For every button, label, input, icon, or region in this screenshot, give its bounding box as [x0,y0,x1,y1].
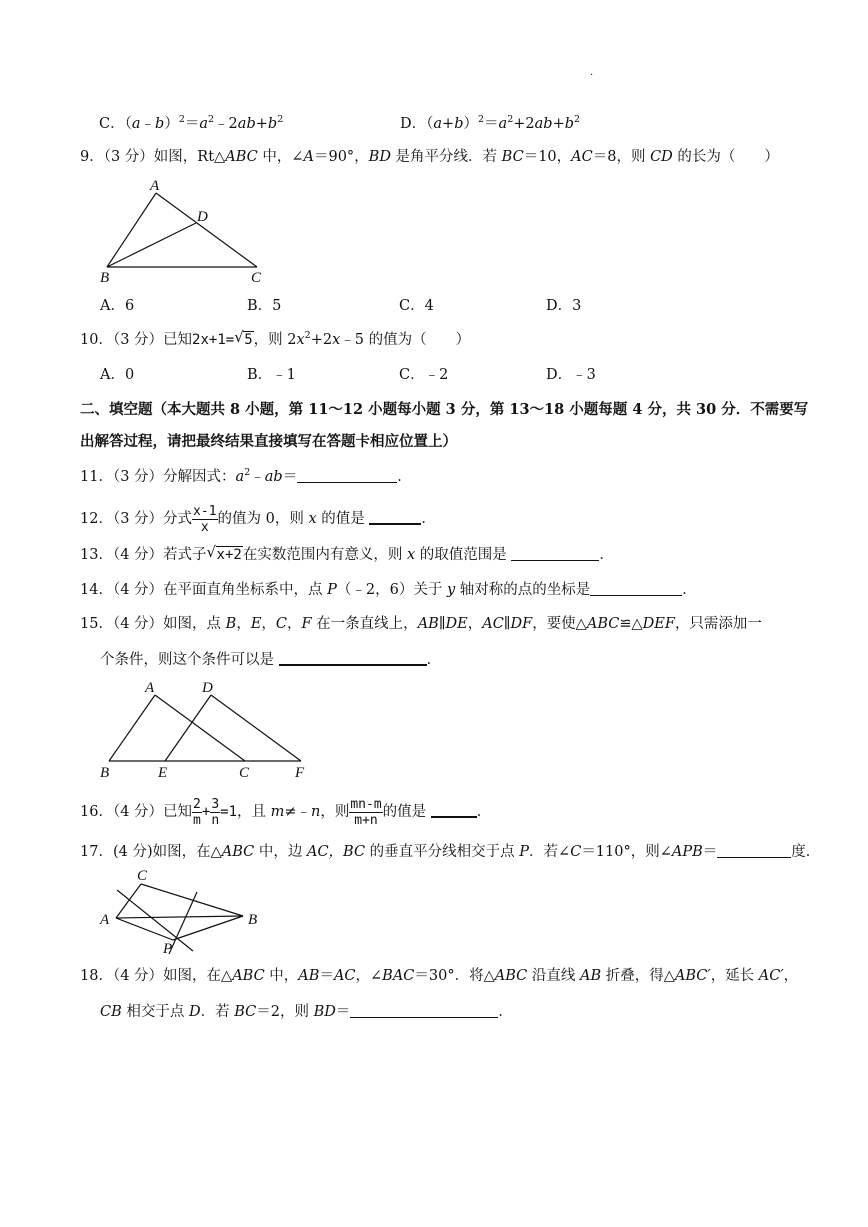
denominator: x [200,519,209,535]
text: 的值为 0，则 [217,511,309,527]
answer-blank[interactable] [511,546,599,561]
q17-stem [80,843,820,861]
fraction [349,797,382,828]
exponent: 2 [574,114,581,125]
var: DEF [642,616,675,632]
text: ．若 [200,1004,235,1020]
text: 是角平分线．若 [390,149,502,165]
label-a: A [150,178,160,194]
answer-blank[interactable] [350,1003,498,1018]
text: ﹣5 的值为（ ） [340,332,471,348]
label-e: E [158,765,168,781]
plus-two: +2 [513,116,535,132]
perpendicular-bisector-bc [169,892,197,954]
exponent: 2 [244,467,251,478]
var: P [519,844,530,860]
section2-heading-line2: 出解答过程，请把最终结果直接填写在答题卡相应位置上） [80,433,457,450]
text: 13．（4 分）若式子 [80,547,207,563]
var: E [250,616,262,632]
q11-stem [80,468,412,486]
var: B [225,616,237,632]
text: ． [498,1004,513,1020]
q8-c-prefix: C．（ [99,116,132,132]
var-b: b [454,116,464,132]
text: 15．（4 分）如图，点 [80,616,226,632]
text: ≠﹣ [284,804,312,820]
label-c: C [137,868,148,884]
text: 的垂直平分线相交于点 [365,844,520,860]
label-b: B [248,912,258,928]
text: 14．（4 分）在平面直角坐标系中，点 [80,582,328,598]
var: AB [579,968,602,984]
text: ＝ [282,469,298,485]
var: AC，BC [306,844,366,860]
var: BD [313,1004,336,1020]
text: +2 [310,332,333,348]
label-a: A [100,912,110,928]
var: x [406,547,416,563]
var: n [311,804,321,820]
q8-option-d[interactable] [400,115,580,133]
var: AC∥DF [482,616,533,632]
segment-ab [109,695,155,761]
answer-blank[interactable] [717,843,791,858]
label-b: B [100,765,110,781]
plus: + [552,116,565,132]
text: ． [476,804,492,820]
text: ， [287,616,302,632]
segment-ac [116,884,141,918]
radicand: 5 [244,332,253,348]
q13-stem [80,543,614,564]
var: ABC [586,616,620,632]
text: ＝2，则 [256,1004,314,1020]
text: ，则 [320,804,350,820]
q18-stem-line2 [100,1003,513,1021]
var: AB [298,968,320,984]
text: 度． [791,844,821,860]
q10-option-a[interactable]: A．0 [100,367,135,383]
exponent: 2 [277,114,284,125]
minus-two: ﹣2 [214,116,238,132]
text: ．若∠ [529,844,571,860]
segment-ed [165,695,211,761]
segment-df [211,695,301,761]
var: APB [671,844,703,860]
q15-stem-line2 [100,650,441,669]
text: 相交于点 [121,1004,189,1020]
q8-option-c[interactable] [99,115,283,133]
paren-close: ） [164,116,179,132]
exponent: 2 [208,114,215,125]
text: ． [682,582,697,598]
denominator: n [211,812,220,828]
equals: ＝ [484,116,499,132]
text: ，则 2 [253,332,297,348]
exponent: 2 [507,114,514,125]
var: F [301,616,312,632]
text: 9．（3 分）如图，Rt△ [80,149,226,165]
q10-option-c[interactable]: C．﹣2 [399,367,449,383]
answer-blank[interactable] [369,509,421,525]
q9-option-d[interactable]: D．3 [546,298,582,314]
q15-stem-line1 [80,615,762,633]
var: C [275,616,288,632]
text: 的值是 [316,511,370,527]
var-b: b [155,116,165,132]
text: ， [236,616,251,632]
text: 18．（4 分）如图，在△ [80,968,233,984]
var-a: a [498,116,508,132]
text: （﹣2，6）关于 [336,582,447,598]
fraction [210,797,220,828]
text: ＝ [335,1004,351,1020]
text: ＝110°，则∠ [581,844,672,860]
var: AC [571,149,593,165]
var: x [308,511,317,527]
text: ﹣ [250,469,265,485]
var-b: b [267,116,278,132]
var: BAC [382,968,415,984]
var-ab: ab [237,116,256,132]
numerator: x-1 [193,503,217,519]
text: 中，边 [254,844,307,860]
var: ab [264,469,283,485]
text: ＝ [702,844,718,860]
answer-blank[interactable] [297,468,397,483]
text: 11．（3 分）分解因式： [80,469,236,485]
text: ＝ [319,968,334,984]
q10-option-b[interactable]: B．﹣1 [247,367,296,383]
q16-stem [80,793,491,831]
text: 个条件，则这个条件可以是 [100,652,279,668]
minus: ﹣ [140,116,156,132]
text: ． [599,547,614,563]
var: P [327,582,337,598]
label-p: P [163,941,173,957]
text: ，只需添加一 [674,616,762,632]
text: 轴对称的点的坐标是 [455,582,591,598]
text: 折叠，得△ [601,968,675,984]
text: ，且 [237,804,271,820]
numerator: 2 [193,796,201,812]
q9-option-a[interactable]: A．6 [100,298,135,314]
denominator: m+n [354,812,378,828]
text: 沿直线 [527,968,580,984]
numerator: 3 [211,796,220,812]
section2-heading-line1: 二、填空题（本大题共 8 小题，第 11～12 小题每小题 3 分，第 13～18 小题每题 4 分，共 30 分．不需要写 [80,401,809,418]
label-d: D [202,680,213,696]
q9-option-c[interactable]: C．4 [399,298,434,314]
text: ≌△ [619,616,643,632]
text: ，延长 [710,968,759,984]
exponent: 2 [478,114,485,125]
label-b: B [100,270,110,286]
text: ， [783,968,799,984]
radicand: x+2 [216,547,242,563]
var-a: a [433,116,443,132]
answer-blank[interactable] [431,802,477,818]
var: ABC [225,149,258,165]
var: m [270,804,285,820]
label-a: A [145,680,155,696]
var: x [296,332,305,348]
text: ，∠ [355,968,383,984]
text: 在一条直线上， [311,616,418,632]
var: ABC [494,968,528,984]
var: AB∥DE [417,616,468,632]
numerator: mn-m [350,796,382,812]
text: 17．(4 分)如图，在△ [80,844,222,860]
q9-stem [80,148,779,166]
text: ． [421,511,436,527]
equals: ＝ [184,116,200,132]
segment-cb [141,884,243,916]
text: 中，∠ [257,149,304,165]
text: ＝10， [523,149,572,165]
segment-ap [116,918,173,940]
answer-blank[interactable] [590,581,682,596]
q17-figure [95,864,270,959]
segment-bd [107,223,196,267]
plus: + [201,804,211,820]
text: 10．（3 分）已知 [80,332,193,348]
text: ． [426,652,442,668]
segment-ac [155,695,245,761]
paren-close: ） [463,116,478,132]
q9-figure [95,175,275,287]
var: CB [100,1004,122,1020]
text: ， [467,616,483,632]
text: ＝30°．将△ [414,968,495,984]
q18-stem-line1 [80,967,798,985]
q9-option-b[interactable]: B．5 [247,298,282,314]
q15-figure [95,677,315,782]
exponent: 2 [178,114,185,125]
perpendicular-bisector-ac [117,890,193,951]
text: 的长为（ ） [672,149,779,165]
var: ABC [221,844,255,860]
text: 中， [264,968,299,984]
text: 16．（4 分）已知 [80,804,193,820]
text: ， [261,616,276,632]
label-c: C [251,270,262,286]
var: BC [234,1004,257,1020]
var: BC [501,149,524,165]
text: 在实数范围内有意义，则 [242,547,407,563]
var: BD [368,149,391,165]
var: D [188,1004,201,1020]
sqrt-expression: √ 5 [234,328,253,348]
var-a: a [131,116,141,132]
denominator: m [193,812,201,828]
q12-stem [80,502,436,536]
var: AC′ [758,968,784,984]
var: a [235,469,245,485]
var: x [332,332,341,348]
segment-ab [116,916,243,918]
text: 的取值范围是 [415,547,512,563]
plus: + [255,116,268,132]
fraction [192,797,202,828]
header-dot: . [590,67,594,78]
q10-option-d[interactable]: D．﹣3 [546,367,596,383]
q14-stem [80,581,697,599]
var: A [303,149,314,165]
answer-blank[interactable] [279,650,427,666]
text: ． [397,469,412,485]
text: ＝8，则 [592,149,651,165]
plus: + [442,116,455,132]
var: C [570,844,582,860]
segment-ab [107,193,156,267]
text: ，要使△ [532,616,587,632]
var: y [446,582,456,598]
sqrt-expression: √ x+2 [206,543,242,563]
expression: 2x+1= [192,332,235,348]
var-ab: ab [534,116,553,132]
label-c: C [239,765,250,781]
segment-pb [173,916,243,940]
label-f: F [295,765,305,781]
text: ＝90°， [313,149,369,165]
segment-ac [156,193,257,267]
var: AC [333,968,356,984]
q10-stem [80,328,471,349]
var-a: a [199,116,209,132]
fraction [192,504,217,535]
text: 的值是 [382,804,431,820]
q8-d-prefix: D．（ [400,116,434,132]
text: 12．（3 分）分式 [80,511,193,527]
var: CD [650,149,673,165]
label-d: D [197,209,208,225]
equals-one: =1 [220,804,237,820]
exponent: 2 [304,330,311,341]
var-b: b [564,116,575,132]
var: ABC [232,968,265,984]
var: ABC′ [674,968,711,984]
